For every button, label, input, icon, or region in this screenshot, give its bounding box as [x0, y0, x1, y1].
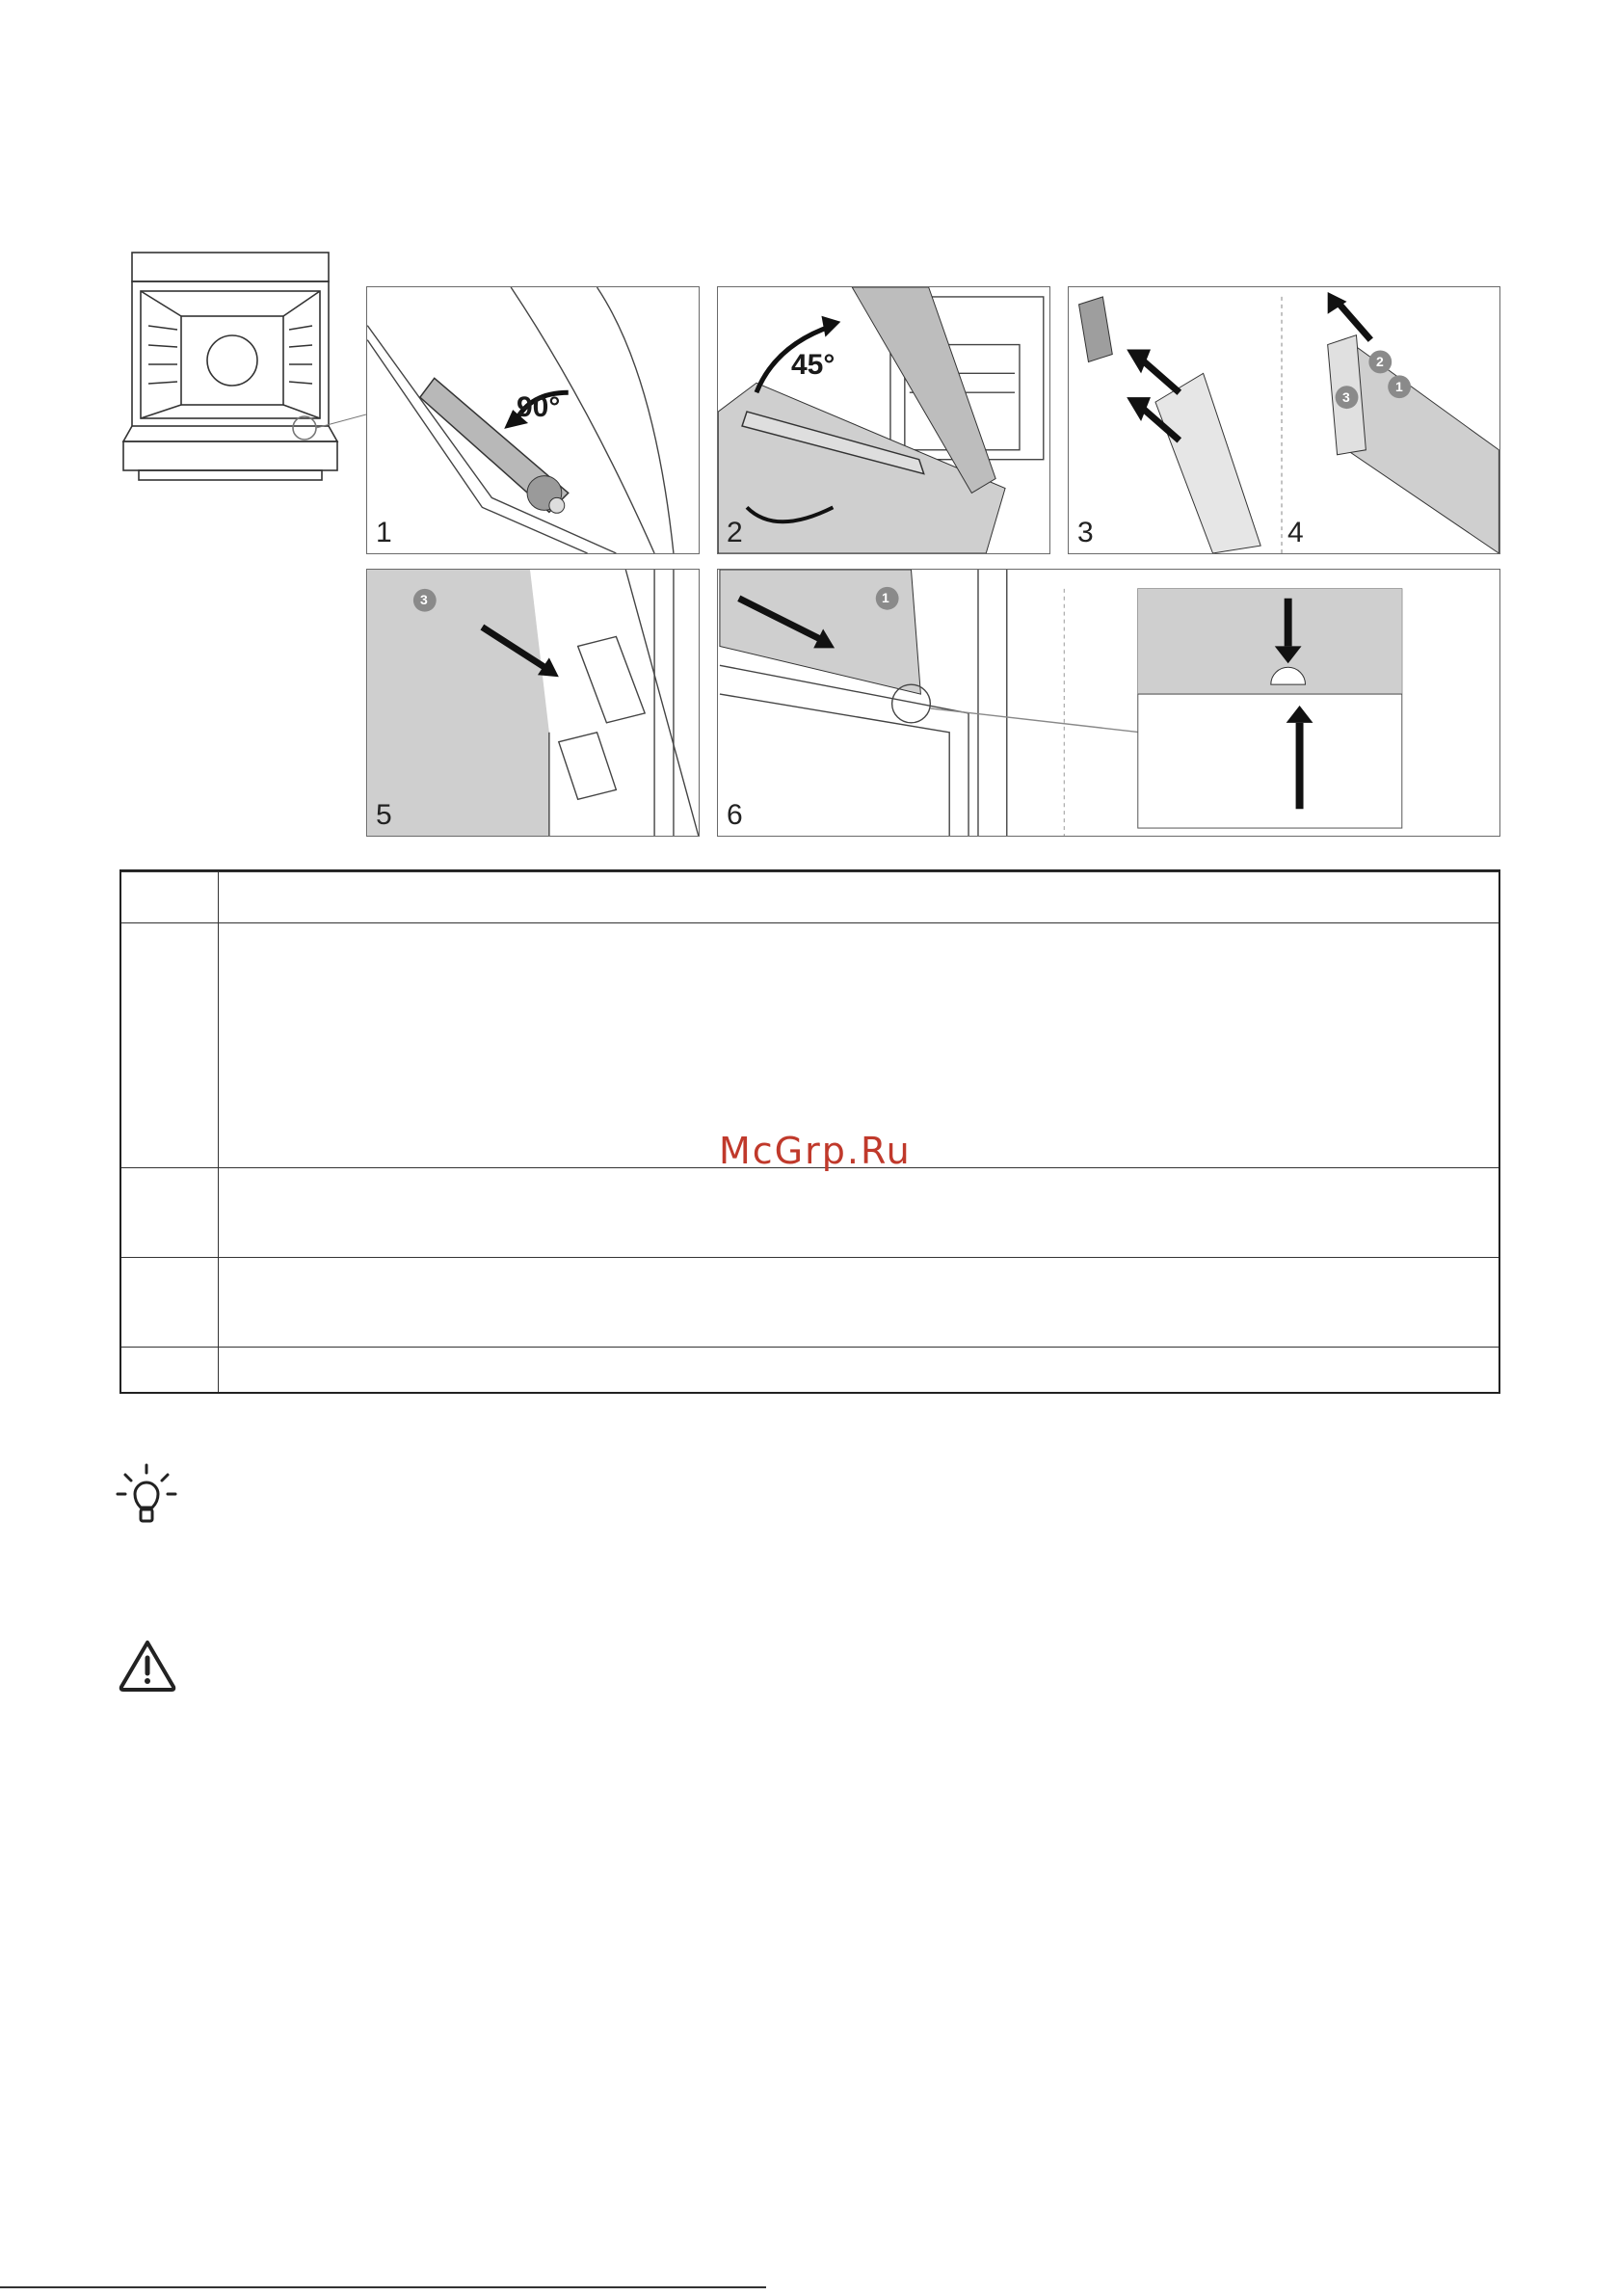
panel-4-marker-3: 3	[1342, 389, 1350, 405]
footer-rule	[0, 2286, 766, 2288]
panel-1-number: 1	[376, 517, 392, 548]
panel-2-number: 2	[727, 517, 743, 548]
panel-1-angle-label: 90°	[517, 391, 561, 423]
panel-5-number: 5	[376, 799, 392, 831]
table-row	[121, 1347, 1499, 1395]
panel-5-marker: 3	[420, 592, 428, 607]
panel-3-number: 3	[1077, 517, 1094, 548]
panel-4-marker-2: 2	[1376, 354, 1384, 369]
panel-6-marker: 1	[882, 590, 889, 605]
figure-panel-1	[366, 286, 700, 554]
table-row	[121, 871, 1499, 923]
panel-6-number: 6	[727, 799, 743, 831]
panel-4-number: 4	[1287, 517, 1304, 548]
panel-2-angle-label: 45°	[791, 349, 836, 381]
oven-overview-figure	[119, 249, 366, 490]
table-row	[121, 1257, 1499, 1348]
figure-panel-6	[717, 569, 1500, 837]
panel-4-marker-1: 1	[1395, 379, 1403, 394]
figure-panel-5	[366, 569, 700, 837]
table-row	[121, 1167, 1499, 1258]
lightbulb-icon	[116, 1463, 177, 1527]
figure-panel-3-4	[1068, 286, 1500, 554]
figure-panel-2	[717, 286, 1050, 554]
warning-triangle-icon	[118, 1639, 177, 1693]
watermark: McGrp.Ru	[719, 1130, 912, 1172]
